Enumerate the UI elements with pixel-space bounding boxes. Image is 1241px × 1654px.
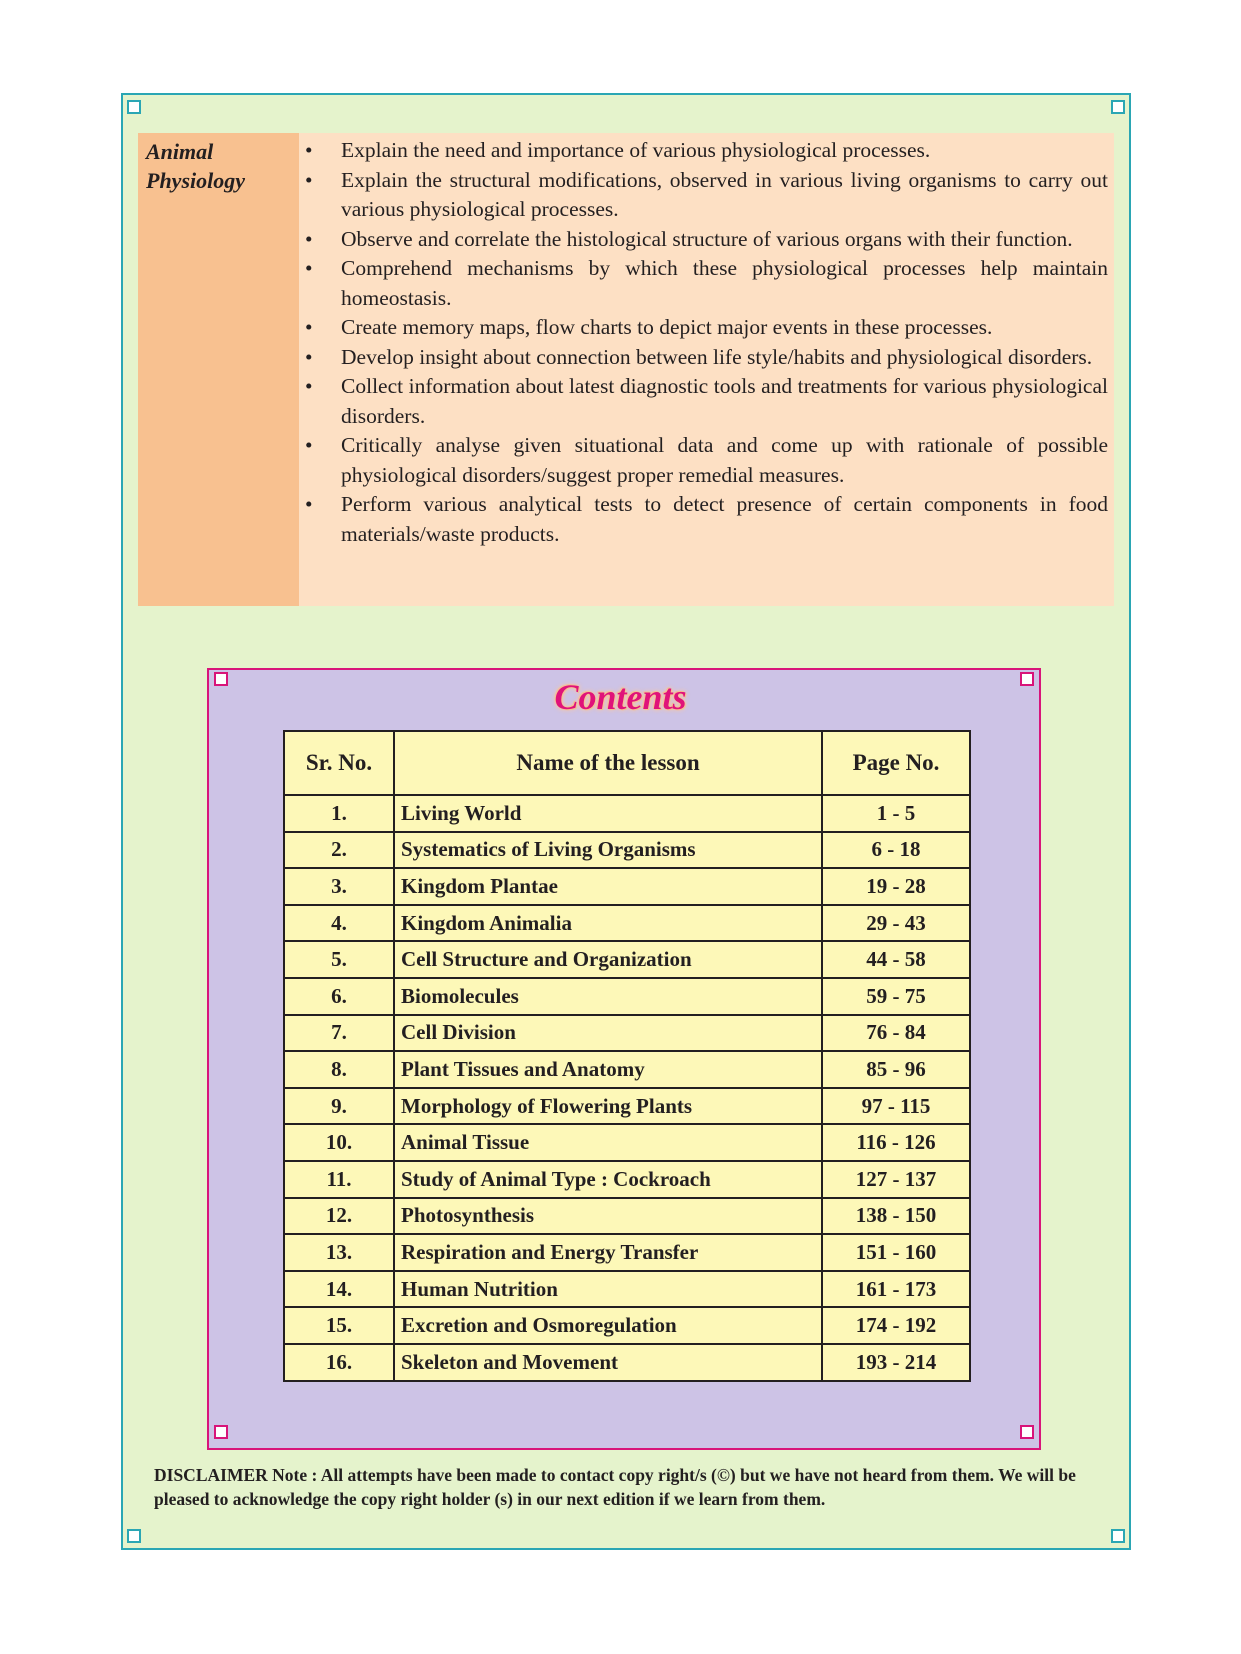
lesson-name: Respiration and Energy Transfer bbox=[394, 1234, 822, 1271]
objective-item bbox=[299, 372, 1108, 431]
lesson-sr-no: 12. bbox=[284, 1198, 394, 1235]
learning-objectives bbox=[138, 133, 1114, 606]
table-header-row bbox=[284, 731, 970, 795]
lesson-pages: 19 - 28 bbox=[822, 868, 970, 905]
lesson-name: Cell Division bbox=[394, 1015, 822, 1052]
lesson-pages: 116 - 126 bbox=[822, 1124, 970, 1161]
objective-item bbox=[299, 343, 1108, 373]
header-lesson-name: Name of the lesson bbox=[394, 731, 822, 795]
bullet-icon: • bbox=[305, 344, 313, 369]
lesson-pages: 161 - 173 bbox=[822, 1271, 970, 1308]
objective-text: Develop insight about connection between life style/habits and physiological disorders. bbox=[341, 344, 1093, 369]
lesson-name: Human Nutrition bbox=[394, 1271, 822, 1308]
lessons-table-body bbox=[284, 795, 970, 1381]
lesson-name: Morphology of Flowering Plants bbox=[394, 1088, 822, 1125]
table-row bbox=[284, 1271, 970, 1308]
objective-item bbox=[299, 136, 1108, 166]
contents-title: Contents bbox=[554, 677, 687, 717]
table-row bbox=[284, 1344, 970, 1381]
frame-corner-ornament bbox=[1111, 100, 1125, 114]
objective-item bbox=[299, 431, 1108, 490]
lesson-sr-no: 8. bbox=[284, 1051, 394, 1088]
table-row bbox=[284, 1198, 970, 1235]
objective-text: Observe and correlate the histological structure of various organs with their function. bbox=[341, 226, 1073, 251]
lesson-pages: 174 - 192 bbox=[822, 1307, 970, 1344]
lesson-sr-no: 3. bbox=[284, 868, 394, 905]
lesson-pages: 193 - 214 bbox=[822, 1344, 970, 1381]
frame-corner-ornament bbox=[127, 100, 141, 114]
lesson-name: Study of Animal Type : Cockroach bbox=[394, 1161, 822, 1198]
lesson-sr-no: 13. bbox=[284, 1234, 394, 1271]
bullet-icon: • bbox=[305, 433, 313, 457]
frame-corner-ornament bbox=[1111, 1529, 1125, 1543]
lesson-sr-no: 7. bbox=[284, 1015, 394, 1052]
table-row bbox=[284, 1234, 970, 1271]
lessons-table bbox=[283, 730, 971, 1382]
header-page-no: Page No. bbox=[822, 731, 970, 795]
objective-text: Critically analyse given situational data and come up with rationale of possible physiological disorders/suggest proper remedial measures. bbox=[341, 433, 1108, 487]
objective-text: Comprehend mechanisms by which these physiological processes help maintain homeostasis. bbox=[341, 256, 1108, 310]
bullet-icon: • bbox=[305, 256, 313, 280]
lesson-pages: 85 - 96 bbox=[822, 1051, 970, 1088]
objective-item bbox=[299, 254, 1108, 313]
lesson-pages: 138 - 150 bbox=[822, 1198, 970, 1235]
bullet-icon: • bbox=[305, 138, 313, 162]
lesson-name: Cell Structure and Organization bbox=[394, 941, 822, 978]
table-row bbox=[284, 1015, 970, 1052]
objective-item bbox=[299, 490, 1108, 549]
lesson-sr-no: 11. bbox=[284, 1161, 394, 1198]
table-row bbox=[284, 905, 970, 942]
table-row bbox=[284, 941, 970, 978]
objective-text: Explain the structural modifications, observed in various living organisms to carry out various physiological processes. bbox=[341, 167, 1108, 221]
header-sr-no: Sr. No. bbox=[284, 731, 394, 795]
table-row bbox=[284, 1088, 970, 1125]
objective-text: Explain the need and importance of various physiological processes. bbox=[341, 138, 931, 162]
lesson-pages: 151 - 160 bbox=[822, 1234, 970, 1271]
objective-item bbox=[299, 166, 1108, 225]
table-row bbox=[284, 978, 970, 1015]
lesson-name: Skeleton and Movement bbox=[394, 1344, 822, 1381]
lesson-name: Kingdom Animalia bbox=[394, 905, 822, 942]
objective-text: Collect information about latest diagnostic tools and treatments for various physiological disorders. bbox=[341, 374, 1108, 428]
contents-corner-ornament bbox=[214, 1425, 228, 1439]
lesson-sr-no: 2. bbox=[284, 832, 394, 869]
table-row bbox=[284, 868, 970, 905]
lesson-name: Plant Tissues and Anatomy bbox=[394, 1051, 822, 1088]
lesson-sr-no: 9. bbox=[284, 1088, 394, 1125]
bullet-icon: • bbox=[305, 167, 313, 192]
bullet-icon: • bbox=[305, 315, 313, 339]
objective-item bbox=[299, 225, 1108, 255]
table-row bbox=[284, 1124, 970, 1161]
lesson-pages: 97 - 115 bbox=[822, 1088, 970, 1125]
lesson-sr-no: 6. bbox=[284, 978, 394, 1015]
objective-text: Perform various analytical tests to detect presence of certain components in food materials/waste products. bbox=[341, 492, 1108, 546]
lesson-sr-no: 1. bbox=[284, 795, 394, 832]
lesson-name: Living World bbox=[394, 795, 822, 832]
objective-text: Create memory maps, flow charts to depict major events in these processes. bbox=[341, 315, 993, 339]
lesson-name: Photosynthesis bbox=[394, 1198, 822, 1235]
lesson-sr-no: 14. bbox=[284, 1271, 394, 1308]
bullet-icon: • bbox=[305, 374, 313, 398]
lesson-sr-no: 16. bbox=[284, 1344, 394, 1381]
lesson-pages: 44 - 58 bbox=[822, 941, 970, 978]
bullet-icon: • bbox=[305, 492, 313, 516]
lesson-sr-no: 15. bbox=[284, 1307, 394, 1344]
bullet-icon: • bbox=[305, 226, 313, 251]
lesson-name: Systematics of Living Organisms bbox=[394, 832, 822, 869]
lesson-pages: 1 - 5 bbox=[822, 795, 970, 832]
lesson-name: Excretion and Osmoregulation bbox=[394, 1307, 822, 1344]
lesson-pages: 59 - 75 bbox=[822, 978, 970, 1015]
objectives-list bbox=[299, 136, 1108, 549]
contents-corner-ornament bbox=[1020, 1425, 1034, 1439]
lesson-sr-no: 4. bbox=[284, 905, 394, 942]
lesson-sr-no: 10. bbox=[284, 1124, 394, 1161]
lesson-name: Kingdom Plantae bbox=[394, 868, 822, 905]
table-row bbox=[284, 1051, 970, 1088]
disclaimer-note: DISCLAIMER Note : All attempts have been made to contact copy right/s (©) but we have not heard from them. We will be pleased to acknowledge the copy right holder (s) in our next edition if we learn from them. bbox=[154, 1465, 1076, 1509]
lesson-sr-no: 5. bbox=[284, 941, 394, 978]
table-row bbox=[284, 795, 970, 832]
table-row bbox=[284, 1161, 970, 1198]
lesson-pages: 127 - 137 bbox=[822, 1161, 970, 1198]
objectives-topic: Animal Physiology bbox=[138, 133, 299, 606]
objective-item bbox=[299, 313, 1108, 343]
lesson-pages: 29 - 43 bbox=[822, 905, 970, 942]
table-row bbox=[284, 1307, 970, 1344]
frame-corner-ornament bbox=[127, 1529, 141, 1543]
lesson-pages: 6 - 18 bbox=[822, 832, 970, 869]
objectives-list-panel bbox=[299, 133, 1114, 606]
lesson-name: Biomolecules bbox=[394, 978, 822, 1015]
lesson-name: Animal Tissue bbox=[394, 1124, 822, 1161]
table-row bbox=[284, 832, 970, 869]
lesson-pages: 76 - 84 bbox=[822, 1015, 970, 1052]
